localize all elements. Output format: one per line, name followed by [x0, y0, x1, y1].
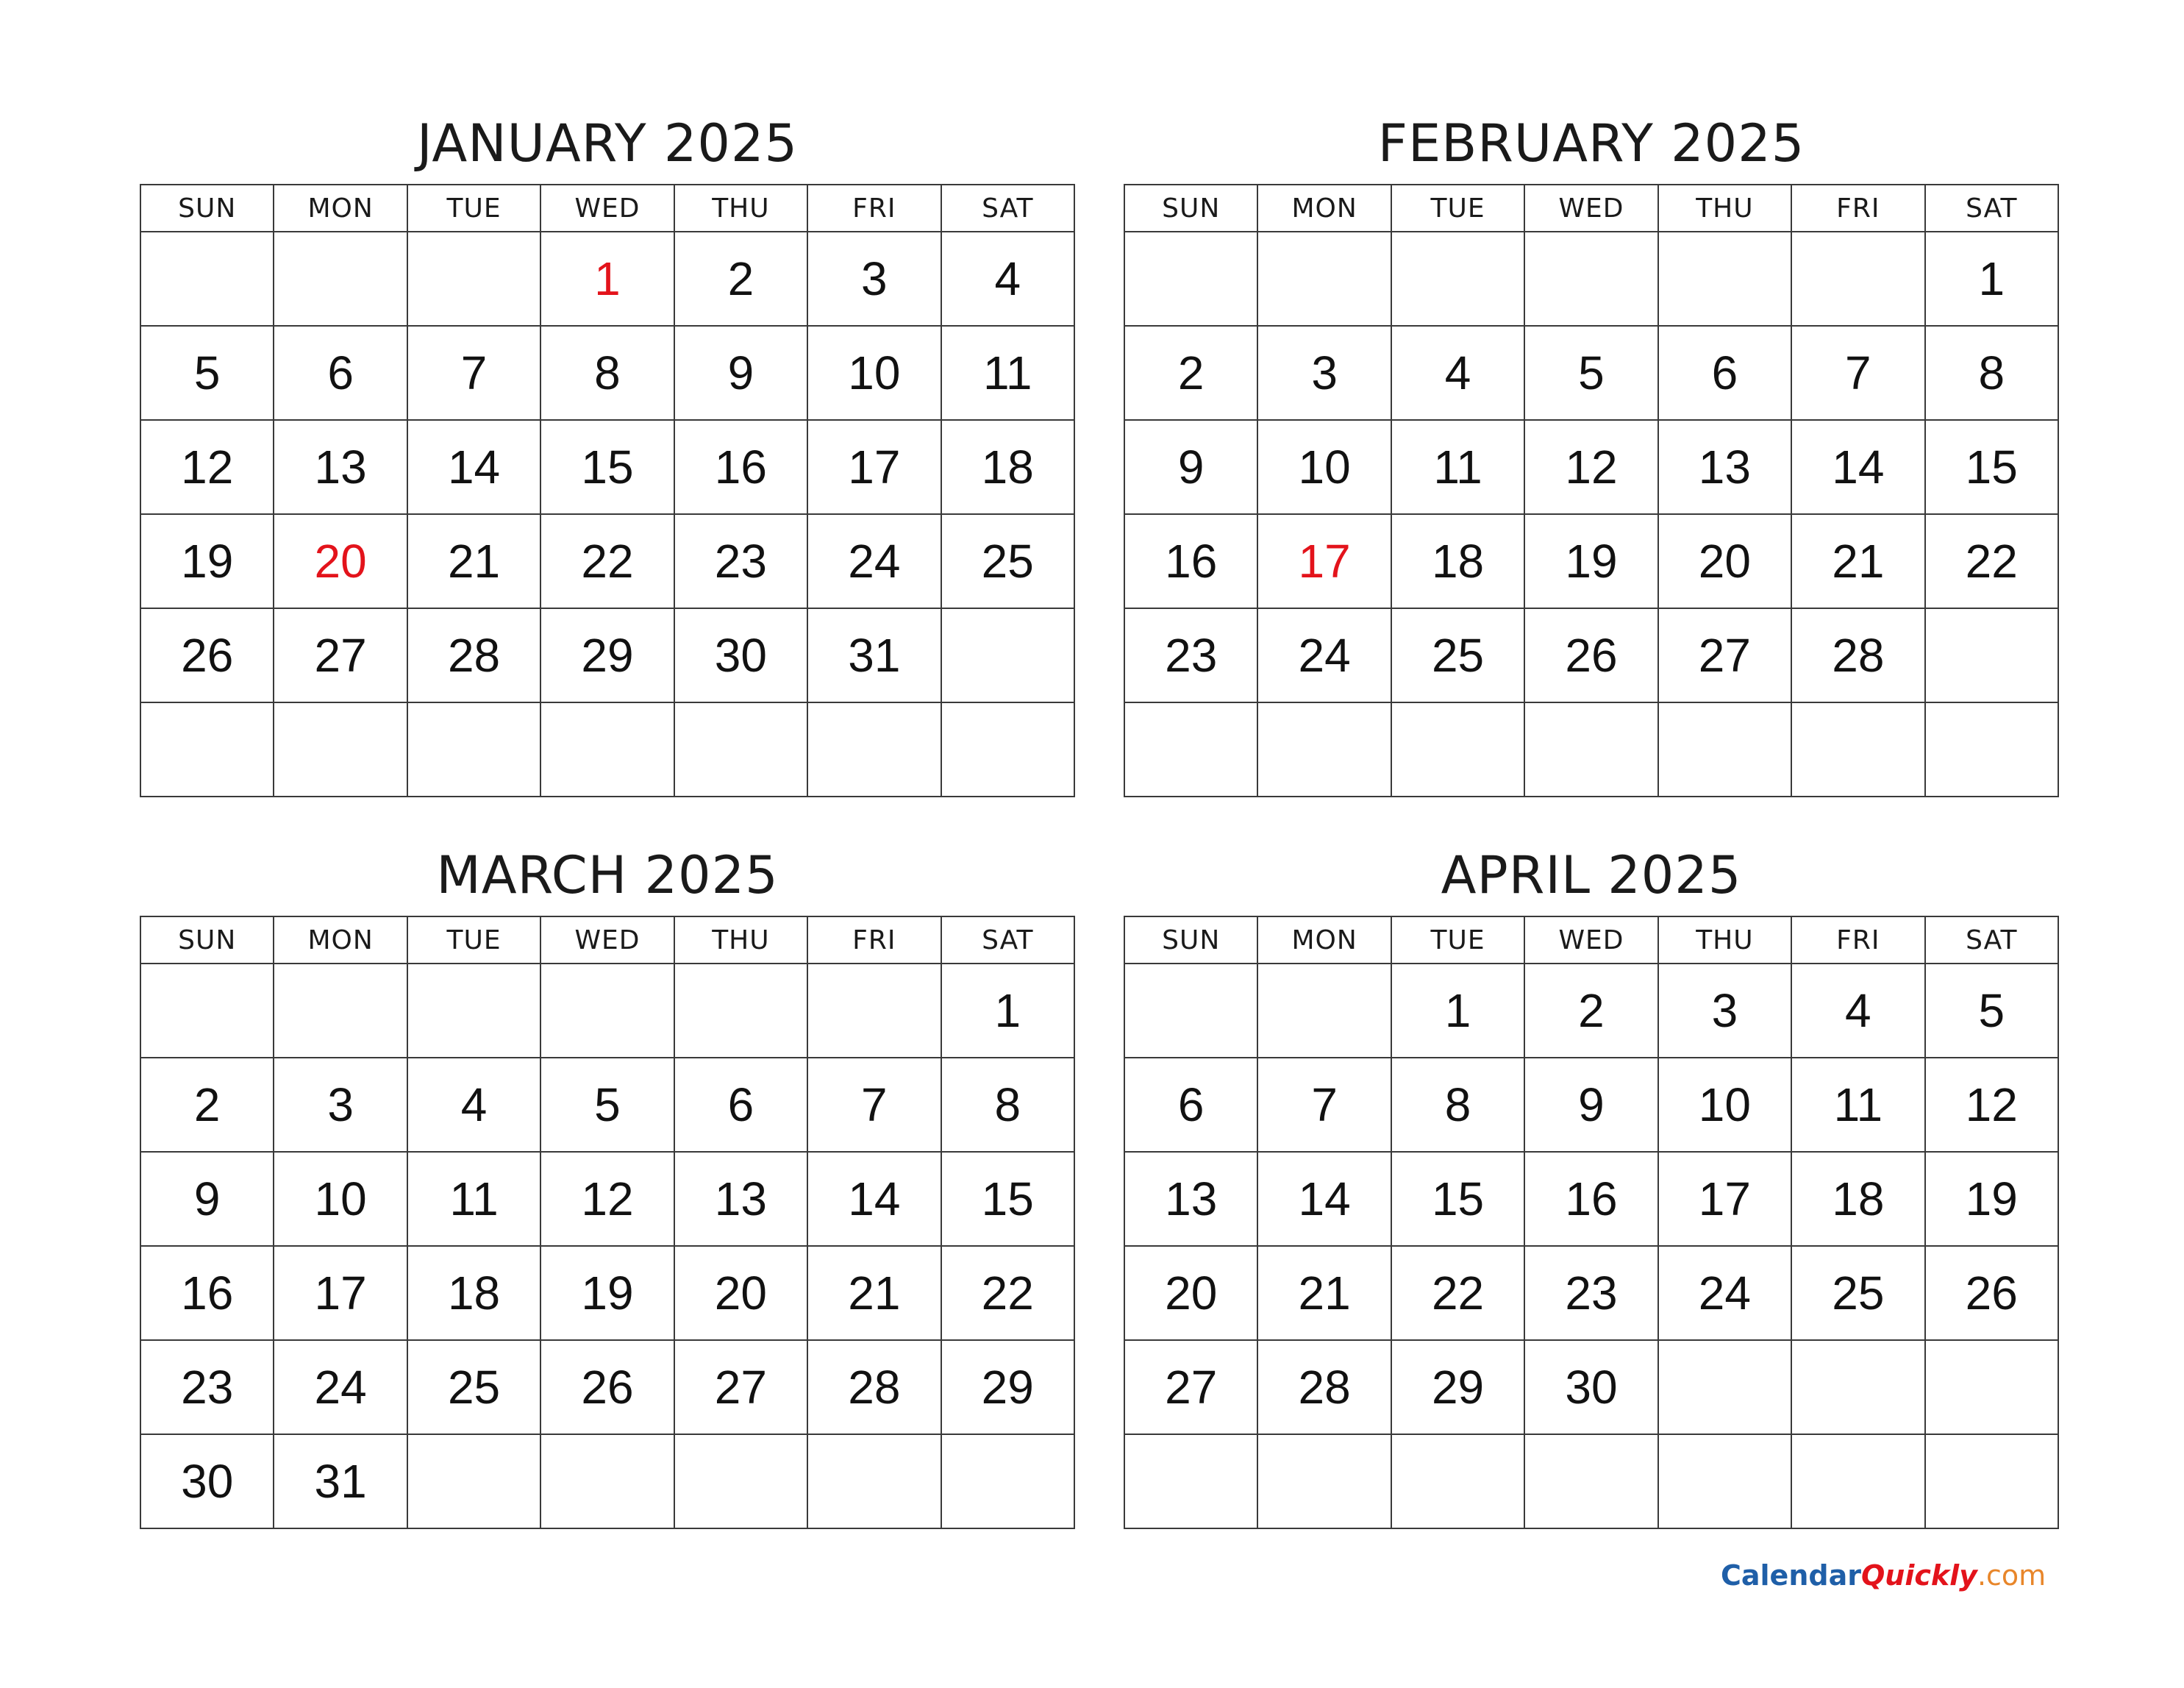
empty-day-cell: [274, 964, 407, 1058]
empty-day-cell: [941, 1434, 1074, 1528]
day-cell: 6: [674, 1058, 807, 1152]
day-cell: 13: [674, 1152, 807, 1246]
week-row: [140, 1246, 1074, 1340]
weekday-header: TUE: [1391, 916, 1524, 964]
weekday-header: THU: [1658, 185, 1791, 232]
month-grid: [140, 184, 1075, 797]
day-cell: 11: [1391, 420, 1524, 514]
empty-day-cell: [407, 702, 540, 797]
day-cell: 19: [140, 514, 274, 608]
day-cell: 3: [274, 1058, 407, 1152]
month-title: MARCH 2025: [436, 845, 779, 905]
day-cell: 25: [407, 1340, 540, 1434]
empty-day-cell: [1257, 702, 1391, 797]
empty-day-cell: [1257, 964, 1391, 1058]
week-row: [140, 232, 1074, 326]
day-cell: 4: [941, 232, 1074, 326]
week-row: [140, 702, 1074, 797]
day-cell: 22: [540, 514, 674, 608]
empty-day-cell: [941, 608, 1074, 702]
day-cell: 1: [540, 232, 674, 326]
day-cell: 18: [941, 420, 1074, 514]
day-cell: 6: [1124, 1058, 1257, 1152]
day-cell: 15: [1391, 1152, 1524, 1246]
day-cell: 16: [674, 420, 807, 514]
empty-day-cell: [1925, 702, 2058, 797]
day-cell: 19: [1925, 1152, 2058, 1246]
day-cell: 20: [1658, 514, 1791, 608]
week-row: [1124, 1246, 2058, 1340]
empty-day-cell: [807, 964, 941, 1058]
day-cell: 12: [1925, 1058, 2058, 1152]
day-cell: 26: [540, 1340, 674, 1434]
day-cell: 11: [407, 1152, 540, 1246]
day-cell: 4: [1391, 326, 1524, 420]
day-cell: 24: [807, 514, 941, 608]
weekday-header-row: [1124, 185, 2058, 232]
day-cell: 4: [1791, 964, 1924, 1058]
empty-day-cell: [274, 702, 407, 797]
weekday-header: SAT: [941, 916, 1074, 964]
week-row: [140, 420, 1074, 514]
day-cell: 26: [140, 608, 274, 702]
day-cell: 2: [140, 1058, 274, 1152]
day-cell: 2: [1524, 964, 1657, 1058]
weekday-header-row: [140, 185, 1074, 232]
weekday-header: SAT: [1925, 916, 2058, 964]
day-cell: 1: [1925, 232, 2058, 326]
month-title: JANUARY 2025: [416, 113, 799, 174]
day-cell: 21: [1791, 514, 1924, 608]
empty-day-cell: [540, 964, 674, 1058]
day-cell: 9: [1124, 420, 1257, 514]
day-cell: 17: [274, 1246, 407, 1340]
day-cell: 4: [407, 1058, 540, 1152]
day-cell: 18: [407, 1246, 540, 1340]
empty-day-cell: [1791, 1434, 1924, 1528]
weekday-header: FRI: [807, 185, 941, 232]
weekday-header: FRI: [807, 916, 941, 964]
empty-day-cell: [1524, 1434, 1657, 1528]
empty-day-cell: [540, 702, 674, 797]
weekday-header: TUE: [407, 185, 540, 232]
empty-day-cell: [1925, 1340, 2058, 1434]
day-cell: 16: [140, 1246, 274, 1340]
weekday-header: WED: [1524, 916, 1657, 964]
day-cell: 11: [941, 326, 1074, 420]
day-cell: 7: [407, 326, 540, 420]
day-cell: 9: [674, 326, 807, 420]
empty-day-cell: [1124, 964, 1257, 1058]
empty-day-cell: [1124, 232, 1257, 326]
week-row: [140, 1152, 1074, 1246]
day-cell: 13: [1658, 420, 1791, 514]
day-cell: 7: [1791, 326, 1924, 420]
day-cell: 22: [941, 1246, 1074, 1340]
day-cell: 21: [807, 1246, 941, 1340]
empty-day-cell: [140, 232, 274, 326]
day-cell: 6: [1658, 326, 1791, 420]
day-cell: 1: [941, 964, 1074, 1058]
day-cell: 9: [1524, 1058, 1657, 1152]
day-cell: 18: [1391, 514, 1524, 608]
day-cell: 30: [140, 1434, 274, 1528]
brand-part-calendar: Calendar: [1721, 1559, 1861, 1592]
week-row: [140, 608, 1074, 702]
day-cell: 29: [1391, 1340, 1524, 1434]
day-cell: 31: [274, 1434, 407, 1528]
weekday-header: SAT: [941, 185, 1074, 232]
empty-day-cell: [1658, 702, 1791, 797]
empty-day-cell: [140, 702, 274, 797]
week-row: [140, 1340, 1074, 1434]
week-row: [140, 1434, 1074, 1528]
week-row: [1124, 1058, 2058, 1152]
day-cell: 12: [140, 420, 274, 514]
day-cell: 7: [807, 1058, 941, 1152]
day-cell: 17: [1658, 1152, 1791, 1246]
month-grid: [1124, 184, 2059, 797]
empty-day-cell: [674, 702, 807, 797]
day-cell: 26: [1925, 1246, 2058, 1340]
day-cell: 22: [1391, 1246, 1524, 1340]
day-cell: 14: [407, 420, 540, 514]
day-cell: 8: [941, 1058, 1074, 1152]
day-cell: 23: [1524, 1246, 1657, 1340]
day-cell: 1: [1391, 964, 1524, 1058]
weekday-header: MON: [1257, 185, 1391, 232]
day-cell: 5: [540, 1058, 674, 1152]
day-cell: 25: [1791, 1246, 1924, 1340]
weekday-header: SUN: [140, 916, 274, 964]
day-cell: 10: [807, 326, 941, 420]
weekday-header: THU: [1658, 916, 1791, 964]
day-cell: 7: [1257, 1058, 1391, 1152]
weekday-header: THU: [674, 916, 807, 964]
day-cell: 19: [540, 1246, 674, 1340]
day-cell: 28: [1791, 608, 1924, 702]
day-cell: 24: [274, 1340, 407, 1434]
day-cell: 23: [140, 1340, 274, 1434]
day-cell: 22: [1925, 514, 2058, 608]
day-cell: 28: [807, 1340, 941, 1434]
day-cell: 11: [1791, 1058, 1924, 1152]
day-cell: 16: [1124, 514, 1257, 608]
empty-day-cell: [407, 1434, 540, 1528]
week-row: [1124, 1340, 2058, 1434]
day-cell: 10: [274, 1152, 407, 1246]
empty-day-cell: [1791, 1340, 1924, 1434]
empty-day-cell: [1791, 702, 1924, 797]
empty-day-cell: [1658, 1434, 1791, 1528]
day-cell: 27: [1658, 608, 1791, 702]
empty-day-cell: [1658, 232, 1791, 326]
weekday-header: MON: [274, 185, 407, 232]
empty-day-cell: [1658, 1340, 1791, 1434]
day-cell: 15: [941, 1152, 1074, 1246]
day-cell: 20: [274, 514, 407, 608]
month-grid: [140, 916, 1075, 1529]
weekday-header: WED: [540, 916, 674, 964]
day-cell: 25: [1391, 608, 1524, 702]
empty-day-cell: [807, 702, 941, 797]
weekday-header: MON: [274, 916, 407, 964]
empty-day-cell: [1391, 232, 1524, 326]
day-cell: 24: [1257, 608, 1391, 702]
week-row: [1124, 1152, 2058, 1246]
weekday-header: TUE: [1391, 185, 1524, 232]
month-title: APRIL 2025: [1441, 845, 1742, 905]
weekday-header: SUN: [1124, 185, 1257, 232]
day-cell: 18: [1791, 1152, 1924, 1246]
day-cell: 28: [1257, 1340, 1391, 1434]
day-cell: 27: [674, 1340, 807, 1434]
day-cell: 21: [1257, 1246, 1391, 1340]
weekday-header: FRI: [1791, 916, 1924, 964]
day-cell: 6: [274, 326, 407, 420]
week-row: [140, 964, 1074, 1058]
day-cell: 3: [1257, 326, 1391, 420]
day-cell: 13: [274, 420, 407, 514]
week-row: [140, 1058, 1074, 1152]
day-cell: 8: [540, 326, 674, 420]
day-cell: 29: [941, 1340, 1074, 1434]
weekday-header: WED: [1524, 185, 1657, 232]
empty-day-cell: [407, 232, 540, 326]
brand-part-quickly: Quickly: [1860, 1559, 1977, 1592]
day-cell: 5: [1925, 964, 2058, 1058]
weekday-header: MON: [1257, 916, 1391, 964]
weekday-header: FRI: [1791, 185, 1924, 232]
weekday-header: SUN: [1124, 916, 1257, 964]
day-cell: 14: [807, 1152, 941, 1246]
empty-day-cell: [1391, 702, 1524, 797]
month-grid: [1124, 916, 2059, 1529]
day-cell: 27: [274, 608, 407, 702]
empty-day-cell: [1524, 232, 1657, 326]
weekday-header-row: [140, 916, 1074, 964]
day-cell: 14: [1257, 1152, 1391, 1246]
day-cell: 23: [674, 514, 807, 608]
week-row: [1124, 608, 2058, 702]
empty-day-cell: [674, 1434, 807, 1528]
week-row: [1124, 514, 2058, 608]
day-cell: 24: [1658, 1246, 1791, 1340]
empty-day-cell: [674, 964, 807, 1058]
empty-day-cell: [407, 964, 540, 1058]
week-row: [1124, 326, 2058, 420]
day-cell: 3: [1658, 964, 1791, 1058]
day-cell: 9: [140, 1152, 274, 1246]
week-row: [1124, 232, 2058, 326]
weekday-header: TUE: [407, 916, 540, 964]
day-cell: 14: [1791, 420, 1924, 514]
empty-day-cell: [1257, 232, 1391, 326]
day-cell: 23: [1124, 608, 1257, 702]
brand-logo[interactable]: [1721, 1559, 2046, 1592]
day-cell: 20: [1124, 1246, 1257, 1340]
day-cell: 26: [1524, 608, 1657, 702]
day-cell: 16: [1524, 1152, 1657, 1246]
day-cell: 5: [1524, 326, 1657, 420]
weekday-header: WED: [540, 185, 674, 232]
empty-day-cell: [1124, 1434, 1257, 1528]
empty-day-cell: [1925, 1434, 2058, 1528]
week-row: [1124, 964, 2058, 1058]
brand-part-domain: .com: [1977, 1559, 2046, 1592]
empty-day-cell: [540, 1434, 674, 1528]
day-cell: 2: [1124, 326, 1257, 420]
day-cell: 17: [1257, 514, 1391, 608]
empty-day-cell: [1925, 608, 2058, 702]
day-cell: 15: [1925, 420, 2058, 514]
day-cell: 12: [540, 1152, 674, 1246]
day-cell: 31: [807, 608, 941, 702]
weekday-header: THU: [674, 185, 807, 232]
day-cell: 19: [1524, 514, 1657, 608]
empty-day-cell: [1524, 702, 1657, 797]
day-cell: 10: [1658, 1058, 1791, 1152]
week-row: [140, 326, 1074, 420]
empty-day-cell: [1791, 232, 1924, 326]
weekday-header-row: [1124, 916, 2058, 964]
day-cell: 2: [674, 232, 807, 326]
day-cell: 10: [1257, 420, 1391, 514]
day-cell: 12: [1524, 420, 1657, 514]
day-cell: 13: [1124, 1152, 1257, 1246]
day-cell: 30: [1524, 1340, 1657, 1434]
day-cell: 21: [407, 514, 540, 608]
day-cell: 15: [540, 420, 674, 514]
day-cell: 8: [1391, 1058, 1524, 1152]
empty-day-cell: [274, 232, 407, 326]
day-cell: 27: [1124, 1340, 1257, 1434]
day-cell: 17: [807, 420, 941, 514]
day-cell: 25: [941, 514, 1074, 608]
week-row: [1124, 1434, 2058, 1528]
weekday-header: SUN: [140, 185, 274, 232]
empty-day-cell: [941, 702, 1074, 797]
weekday-header: SAT: [1925, 185, 2058, 232]
day-cell: 30: [674, 608, 807, 702]
day-cell: 20: [674, 1246, 807, 1340]
empty-day-cell: [807, 1434, 941, 1528]
empty-day-cell: [1257, 1434, 1391, 1528]
day-cell: 28: [407, 608, 540, 702]
week-row: [140, 514, 1074, 608]
day-cell: 29: [540, 608, 674, 702]
day-cell: 3: [807, 232, 941, 326]
week-row: [1124, 702, 2058, 797]
empty-day-cell: [1391, 1434, 1524, 1528]
empty-day-cell: [1124, 702, 1257, 797]
empty-day-cell: [140, 964, 274, 1058]
month-title: FEBRUARY 2025: [1377, 113, 1805, 174]
day-cell: 8: [1925, 326, 2058, 420]
week-row: [1124, 420, 2058, 514]
day-cell: 5: [140, 326, 274, 420]
